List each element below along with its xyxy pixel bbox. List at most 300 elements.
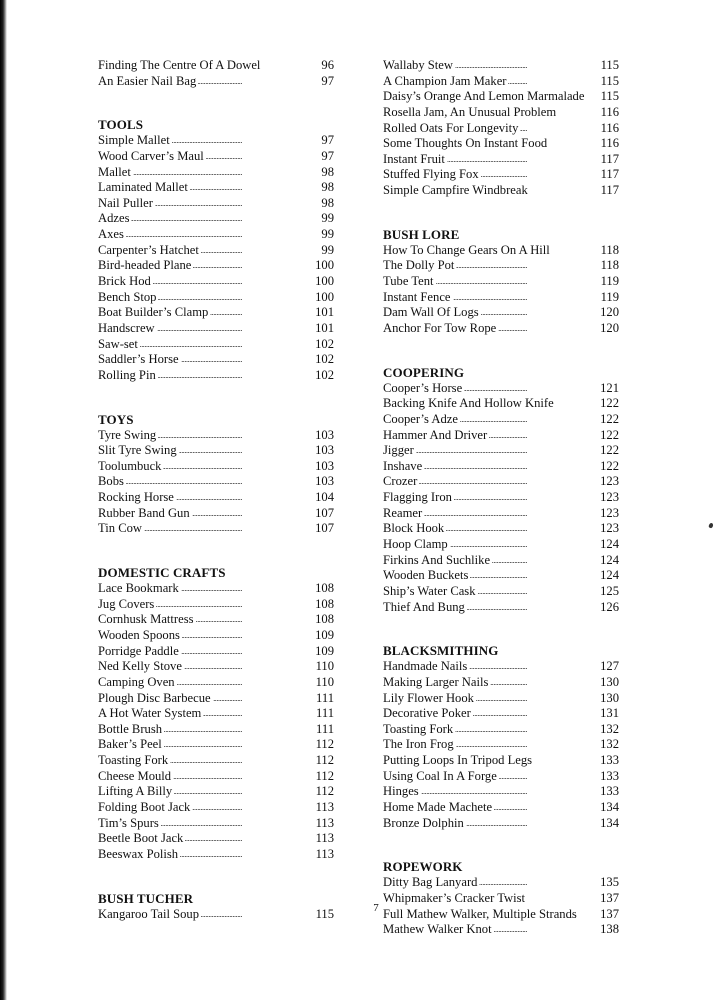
entry-page-number: 120 xyxy=(600,305,619,320)
toc-entry xyxy=(98,753,334,769)
entry-title: Flagging Iron xyxy=(383,490,452,505)
entry-page-number: 134 xyxy=(600,799,619,814)
toc-entry xyxy=(383,290,619,306)
section-spacer xyxy=(98,863,334,885)
toc-entry xyxy=(383,274,619,290)
entry-page-number: 108 xyxy=(315,596,334,611)
entry-title: Hinges xyxy=(383,784,419,799)
entry-title: Axes xyxy=(98,227,124,242)
entry-title: Jigger xyxy=(383,443,414,458)
entry-title: Jug Covers xyxy=(98,596,155,611)
entry-page-number: 122 xyxy=(600,427,619,442)
toc-entry xyxy=(383,816,619,832)
entry-title: A Hot Water System xyxy=(98,706,202,721)
entry-page-number: 130 xyxy=(600,674,619,689)
entry-title: Handscrew xyxy=(98,320,155,335)
toc-entry xyxy=(98,74,334,90)
entry-page-number: 98 xyxy=(321,164,334,179)
entry-title: Ditty Bag Lanyard xyxy=(383,875,478,890)
entry-page-number: 134 xyxy=(600,815,619,830)
entry-page-number: 111 xyxy=(316,706,334,721)
entry-title: Toasting Fork xyxy=(383,721,454,736)
entry-page-number: 118 xyxy=(600,242,619,257)
toc-section xyxy=(98,412,334,537)
toc-entry xyxy=(383,305,619,321)
toc-entry xyxy=(383,136,619,152)
entry-title: Tin Cow xyxy=(98,521,142,536)
entry-title: Using Coal In A Forge xyxy=(383,768,497,783)
entry-page-number: 108 xyxy=(315,581,334,596)
toc-entry xyxy=(98,800,334,816)
entry-title: Hammer And Driver xyxy=(383,427,488,442)
entry-title: Home Made Machete xyxy=(383,799,493,814)
entry-page-number: 112 xyxy=(315,784,334,799)
entry-page-number: 99 xyxy=(321,227,334,242)
entry-page-number: 113 xyxy=(315,831,334,846)
entry-page-number: 124 xyxy=(600,552,619,567)
entry-title: Instant Fence xyxy=(383,289,451,304)
entry-page-number: 130 xyxy=(600,690,619,705)
entry-title: Tube Tent xyxy=(383,274,434,289)
entry-title: Wallaby Stew xyxy=(383,58,453,72)
entry-page-number: 131 xyxy=(600,706,619,721)
toc-section xyxy=(383,643,619,831)
entry-page-number: 124 xyxy=(600,568,619,583)
entry-title: Adzes xyxy=(98,211,130,226)
entry-title: Saw-set xyxy=(98,336,138,351)
toc-entry xyxy=(383,152,619,168)
toc-entry xyxy=(383,183,619,199)
entry-title: Ship’s Water Cask xyxy=(383,583,476,598)
toc-entry xyxy=(98,352,334,368)
entry-page-number: 123 xyxy=(600,490,619,505)
toc-entry xyxy=(98,337,334,353)
toc-entry xyxy=(383,722,619,738)
entry-page-number: 101 xyxy=(315,320,334,335)
entry-title: Kangaroo Tail Soup xyxy=(98,906,200,921)
entry-title: Baker’s Peel xyxy=(98,737,162,752)
entry-title: Reamer xyxy=(383,505,423,520)
entry-page-number: 102 xyxy=(315,352,334,367)
entry-page-number: 132 xyxy=(600,737,619,752)
toc-entry xyxy=(98,227,334,243)
toc-entry xyxy=(98,258,334,274)
toc-entry xyxy=(383,922,619,938)
entry-title: Cornhusk Mattress xyxy=(98,612,194,627)
toc-entry xyxy=(383,659,619,675)
entry-title: Lace Bookmark xyxy=(98,581,179,596)
intro-entries xyxy=(98,58,334,89)
toc-entry xyxy=(383,521,619,537)
entry-page-number: 116 xyxy=(600,104,619,119)
entry-page-number: 123 xyxy=(600,521,619,536)
toc-entry xyxy=(98,659,334,675)
toc-entry xyxy=(98,784,334,800)
section-spacer xyxy=(383,337,619,359)
entry-page-number: 117 xyxy=(600,151,619,166)
toc-entry xyxy=(383,706,619,722)
toc-entry xyxy=(383,553,619,569)
toc-entry xyxy=(98,459,334,475)
toc-entry xyxy=(383,737,619,753)
toc-entry xyxy=(98,769,334,785)
entry-title: Firkins And Suchlike xyxy=(383,552,491,567)
section-entries xyxy=(383,659,619,831)
toc-entry xyxy=(383,89,619,105)
toc-entry xyxy=(383,784,619,800)
section-entries xyxy=(98,133,334,383)
entry-page-number: 102 xyxy=(315,336,334,351)
entry-title: Camping Oven xyxy=(98,674,175,689)
entry-title: Bottle Brush xyxy=(98,721,163,736)
toc-entry xyxy=(98,831,334,847)
entry-title: Wood Carver’s Maul xyxy=(98,148,204,163)
entry-title: Laminated Mallet xyxy=(98,180,188,195)
entry-page-number: 97 xyxy=(321,148,334,163)
toc-entry xyxy=(98,211,334,227)
entry-page-number: 110 xyxy=(315,674,334,689)
entry-title: Wooden Spoons xyxy=(98,627,180,642)
entry-title: Full Mathew Walker, Multiple Strands xyxy=(383,906,577,921)
entry-title: Plough Disc Barbecue xyxy=(98,690,211,705)
section-spacer xyxy=(383,831,619,853)
toc-entry xyxy=(98,706,334,722)
entry-title: Brick Hod xyxy=(98,274,151,289)
scan-page-edge xyxy=(0,0,7,1000)
entry-title: Bird-headed Plane xyxy=(98,258,192,273)
toc-entry xyxy=(383,584,619,600)
entry-title: Boat Builder’s Clamp xyxy=(98,305,209,320)
entry-page-number: 113 xyxy=(315,799,334,814)
entry-title: Making Larger Nails xyxy=(383,674,489,689)
toc-entry xyxy=(383,381,619,397)
toc-entry xyxy=(98,368,334,384)
toc-entry xyxy=(383,800,619,816)
entry-page-number: 96 xyxy=(321,58,334,72)
entry-page-number: 122 xyxy=(600,443,619,458)
entry-page-number: 124 xyxy=(600,537,619,552)
section-heading: TOYS xyxy=(98,411,134,427)
entry-page-number: 108 xyxy=(315,612,334,627)
entry-title: Cooper’s Adze xyxy=(383,411,458,426)
entry-title: Mallet xyxy=(98,164,131,179)
toc-entry xyxy=(383,243,619,259)
toc-entry xyxy=(98,133,334,149)
entry-title: Finding The Centre Of A Dowel xyxy=(98,58,261,72)
entry-title: Toasting Fork xyxy=(98,753,169,768)
toc-entry xyxy=(383,506,619,522)
toc-entry xyxy=(98,521,334,537)
toc-entry xyxy=(98,847,334,863)
entry-title: Rubber Band Gun xyxy=(98,505,190,520)
entry-title: An Easier Nail Bag xyxy=(98,73,197,88)
scan-speck xyxy=(708,522,713,528)
entry-page-number: 109 xyxy=(315,627,334,642)
entry-title: Cooper’s Horse xyxy=(383,380,463,395)
entry-page-number: 98 xyxy=(321,180,334,195)
entry-title: Wooden Buckets xyxy=(383,568,469,583)
entry-title: Whipmaker’s Cracker Twist xyxy=(383,890,526,905)
entry-title: Slit Tyre Swing xyxy=(98,443,177,458)
entry-page-number: 103 xyxy=(315,474,334,489)
entry-page-number: 118 xyxy=(600,258,619,273)
entry-page-number: 121 xyxy=(600,380,619,395)
entry-page-number: 125 xyxy=(600,583,619,598)
toc-section xyxy=(98,565,334,863)
entry-title: Bronze Dolphin xyxy=(383,815,464,830)
toc-entry xyxy=(98,628,334,644)
entry-page-number: 111 xyxy=(316,721,334,736)
entry-page-number: 98 xyxy=(321,195,334,210)
entry-title: Simple Mallet xyxy=(98,133,170,148)
section-spacer xyxy=(383,199,619,221)
entry-title: Backing Knife And Hollow Knife xyxy=(383,396,554,411)
entry-page-number: 115 xyxy=(315,906,334,921)
section-heading: DOMESTIC CRAFTS xyxy=(98,565,226,581)
entry-page-number: 120 xyxy=(600,320,619,335)
section-entries xyxy=(98,581,334,863)
entry-title: Bobs xyxy=(98,474,124,489)
entry-page-number: 99 xyxy=(321,211,334,226)
entry-title: Simple Campfire Windbreak xyxy=(383,183,528,198)
entry-title: Rocking Horse xyxy=(98,490,174,505)
entry-page-number: 138 xyxy=(600,922,619,937)
entry-title: Crozer xyxy=(383,474,418,489)
entry-page-number: 112 xyxy=(315,768,334,783)
entry-page-number: 111 xyxy=(316,690,334,705)
section-spacer xyxy=(98,384,334,406)
entry-page-number: 100 xyxy=(315,289,334,304)
entry-page-number: 110 xyxy=(315,659,334,674)
entry-title: How To Change Gears On A Hill xyxy=(383,242,550,257)
toc-entry xyxy=(98,691,334,707)
toc-section xyxy=(383,365,619,616)
toc-entry xyxy=(98,305,334,321)
entry-page-number: 123 xyxy=(600,505,619,520)
entry-title: Inshave xyxy=(383,458,423,473)
entry-title: Handmade Nails xyxy=(383,659,468,674)
entry-title: Carpenter’s Hatchet xyxy=(98,242,199,257)
entry-page-number: 115 xyxy=(600,89,619,104)
entry-title: Anchor For Tow Rope xyxy=(383,320,497,335)
entry-title: Decorative Poker xyxy=(383,706,471,721)
toc-entry xyxy=(98,737,334,753)
toc-entry xyxy=(98,428,334,444)
entry-page-number: 137 xyxy=(600,890,619,905)
section-entries xyxy=(383,243,619,337)
section-spacer xyxy=(98,89,334,111)
entry-page-number: 122 xyxy=(600,458,619,473)
entry-title: Beetle Boot Jack xyxy=(98,831,184,846)
entry-page-number: 126 xyxy=(600,599,619,614)
entry-page-number: 112 xyxy=(315,753,334,768)
entry-title: Saddler’s Horse xyxy=(98,352,179,367)
entry-page-number: 103 xyxy=(315,443,334,458)
entry-page-number: 133 xyxy=(600,768,619,783)
toc-entry xyxy=(98,816,334,832)
toc-entry xyxy=(98,675,334,691)
toc-entry xyxy=(98,58,334,74)
toc-entry xyxy=(383,459,619,475)
entry-title: Thief And Bung xyxy=(383,599,465,614)
entry-title: Rolled Oats For Longevity xyxy=(383,120,519,135)
entry-title: Tyre Swing xyxy=(98,427,157,442)
toc-entry xyxy=(98,581,334,597)
entry-title: Bench Stop xyxy=(98,289,157,304)
entry-page-number: 100 xyxy=(315,274,334,289)
entry-title: Ned Kelly Stove xyxy=(98,659,182,674)
entry-title: Rolling Pin xyxy=(98,367,156,382)
entry-title: Instant Fruit xyxy=(383,151,445,166)
section-heading: BLACKSMITHING xyxy=(383,643,499,659)
toc-entry xyxy=(98,612,334,628)
section-entries xyxy=(98,428,334,537)
entry-page-number: 113 xyxy=(315,815,334,830)
section-heading: COOPERING xyxy=(383,364,465,380)
entry-title: A Champion Jam Maker xyxy=(383,73,507,88)
entry-title: Beeswax Polish xyxy=(98,846,179,861)
toc-entry xyxy=(98,490,334,506)
entry-title: Porridge Paddle xyxy=(98,643,179,658)
entry-page-number: 135 xyxy=(600,875,619,890)
entry-page-number: 113 xyxy=(315,846,334,861)
entry-page-number: 115 xyxy=(600,58,619,72)
toc-entry xyxy=(383,769,619,785)
entry-title: Daisy’s Orange And Lemon Marmalade xyxy=(383,89,585,104)
entry-page-number: 104 xyxy=(315,490,334,505)
section-spacer xyxy=(98,537,334,559)
entry-title: Dam Wall Of Logs xyxy=(383,305,479,320)
entry-title: Putting Loops In Tripod Legs xyxy=(383,753,533,768)
entry-page-number: 99 xyxy=(321,242,334,257)
toc-entry xyxy=(383,105,619,121)
toc-section xyxy=(98,117,334,383)
right-column xyxy=(383,58,619,938)
toc-entry xyxy=(383,121,619,137)
toc-entry xyxy=(98,443,334,459)
entry-title: Toolumbuck xyxy=(98,458,162,473)
entry-title: The Iron Frog xyxy=(383,737,454,752)
section-heading: BUSH LORE xyxy=(383,226,460,242)
entry-page-number: 115 xyxy=(600,73,619,88)
entry-page-number: 97 xyxy=(321,73,334,88)
entry-page-number: 112 xyxy=(315,737,334,752)
entry-page-number: 132 xyxy=(600,721,619,736)
toc-entry xyxy=(383,321,619,337)
toc-entry xyxy=(98,290,334,306)
page-number: 7 xyxy=(373,902,379,914)
entry-page-number: 107 xyxy=(315,521,334,536)
toc-entry xyxy=(98,149,334,165)
entry-page-number: 122 xyxy=(600,396,619,411)
entry-page-number: 97 xyxy=(321,133,334,148)
toc-entry xyxy=(98,243,334,259)
entry-page-number: 119 xyxy=(600,289,619,304)
intro-entries xyxy=(383,58,619,199)
toc-entry xyxy=(383,675,619,691)
entry-title: Lifting A Billy xyxy=(98,784,173,799)
toc-entry xyxy=(98,722,334,738)
toc-entry xyxy=(383,691,619,707)
entry-title: Block Hook xyxy=(383,521,445,536)
entry-page-number: 102 xyxy=(315,367,334,382)
toc-entry xyxy=(383,443,619,459)
toc-entry xyxy=(383,167,619,183)
toc-entry xyxy=(383,74,619,90)
entry-page-number: 107 xyxy=(315,505,334,520)
section-heading: TOOLS xyxy=(98,117,144,133)
entry-title: Rosella Jam, An Unusual Problem xyxy=(383,104,557,119)
toc-entry xyxy=(383,600,619,616)
toc-entry xyxy=(383,568,619,584)
entry-page-number: 116 xyxy=(600,120,619,135)
toc-entry xyxy=(98,274,334,290)
toc-section xyxy=(383,227,619,337)
toc-entry xyxy=(383,537,619,553)
entry-page-number: 137 xyxy=(600,906,619,921)
section-entries xyxy=(383,381,619,616)
toc-entry xyxy=(98,180,334,196)
toc-entry xyxy=(98,597,334,613)
entry-page-number: 133 xyxy=(600,753,619,768)
toc-entry xyxy=(383,753,619,769)
toc-entry xyxy=(383,875,619,891)
toc-entry xyxy=(383,474,619,490)
entry-page-number: 103 xyxy=(315,427,334,442)
toc-entry xyxy=(383,490,619,506)
entry-page-number: 116 xyxy=(600,136,619,151)
entry-page-number: 100 xyxy=(315,258,334,273)
toc-entry xyxy=(98,321,334,337)
entry-title: Cheese Mould xyxy=(98,768,172,783)
entry-page-number: 127 xyxy=(600,659,619,674)
toc-entry xyxy=(383,58,619,74)
entry-page-number: 117 xyxy=(600,183,619,198)
toc-entry xyxy=(383,258,619,274)
entry-page-number: 119 xyxy=(600,274,619,289)
entry-title: Tim’s Spurs xyxy=(98,815,159,830)
toc-entry xyxy=(98,165,334,181)
toc-entry xyxy=(98,474,334,490)
section-heading: ROPEWORK xyxy=(383,859,463,875)
section-heading: BUSH TUCHER xyxy=(98,890,194,906)
toc-entry xyxy=(98,196,334,212)
left-column xyxy=(98,58,334,922)
entry-title: Folding Boot Jack xyxy=(98,799,191,814)
toc-entry xyxy=(383,396,619,412)
entry-page-number: 117 xyxy=(600,167,619,182)
toc-entry xyxy=(383,428,619,444)
entry-page-number: 133 xyxy=(600,784,619,799)
entry-page-number: 122 xyxy=(600,411,619,426)
entry-title: Mathew Walker Knot xyxy=(383,922,492,937)
entry-title: Some Thoughts On Instant Food xyxy=(383,136,548,151)
entry-title: Lily Flower Hook xyxy=(383,690,474,705)
entry-title: Stuffed Flying Fox xyxy=(383,167,479,182)
section-spacer xyxy=(383,615,619,637)
toc-entry xyxy=(98,644,334,660)
entry-page-number: 103 xyxy=(315,458,334,473)
entry-title: Hoop Clamp xyxy=(383,537,448,552)
entry-title: The Dolly Pot xyxy=(383,258,455,273)
entry-page-number: 123 xyxy=(600,474,619,489)
toc-section xyxy=(383,859,619,938)
entry-title: Nail Puller xyxy=(98,195,153,210)
entry-page-number: 101 xyxy=(315,305,334,320)
entry-page-number: 109 xyxy=(315,643,334,658)
toc-entry xyxy=(98,506,334,522)
toc-entry xyxy=(383,412,619,428)
